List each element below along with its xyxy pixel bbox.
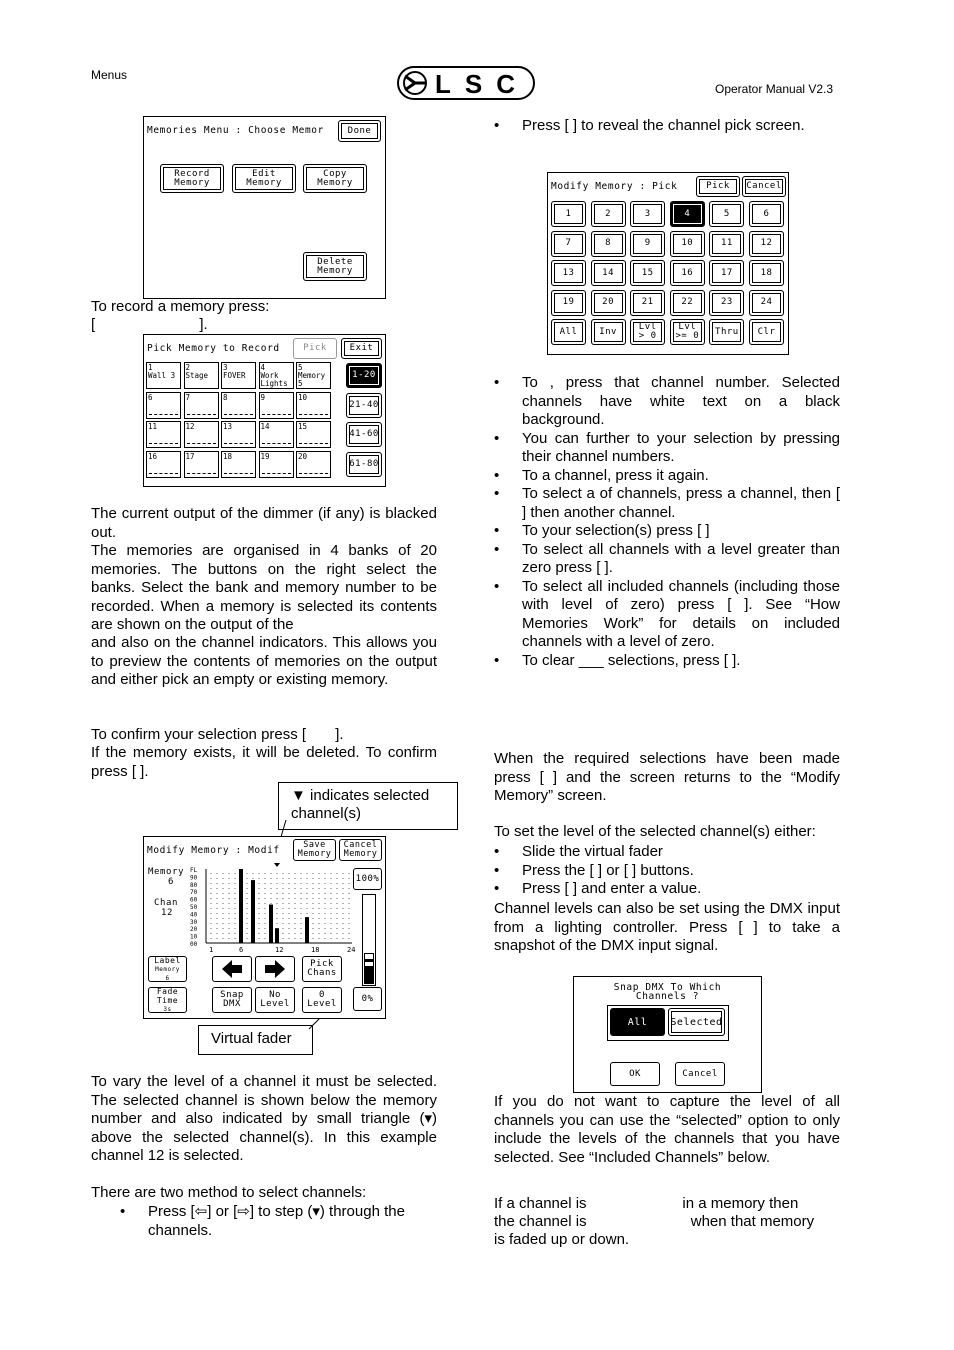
deselect-bullet: • To a channel, press it again. [465,467,840,486]
chan-label: Chan [154,898,179,908]
channel-button-2[interactable]: 2 [591,201,626,227]
channel-button-3[interactable]: 3 [630,201,665,227]
memory-slot-label: FOVER [223,371,246,380]
memory-slot-5[interactable] [296,362,331,389]
memory-slot-number: 1 [148,363,153,372]
label-btn-num: 6 [165,974,170,982]
pick-chans-button[interactable] [302,956,342,982]
bank-button-2[interactable]: 21-40 [346,393,382,418]
screen-title: Pick Memory to Record [147,343,280,354]
reveal-pick-bullet: • Press [ ] to reveal the channel pick screen. [465,117,840,136]
zero-level-text-2: Level [307,999,337,1009]
memory-slot-15[interactable] [296,421,331,448]
channel-bar-6 [239,869,243,943]
bank-button-4[interactable]: 61-80 [346,452,382,477]
pick-screen-bullet [465,117,840,136]
bank-button-3[interactable]: 41-60 [346,422,382,447]
memory-slot-number: 17 [185,451,195,461]
pick-option-5[interactable] [709,319,744,345]
channel-button-7[interactable]: 7 [551,231,586,257]
zero-level-button[interactable] [302,987,342,1013]
snap-text-2: DMX [223,999,241,1009]
all-option-button[interactable]: All [610,1008,665,1036]
memory-slot-11[interactable] [146,421,181,448]
lsc-logo [397,66,535,100]
memory-slot-number: 6 [148,392,153,402]
memory-slot-number: 2 [185,363,191,372]
memory-slot-8[interactable] [221,392,256,419]
arrow-left-icon [220,959,244,979]
no-level-text: No [269,990,281,1000]
blackout-note: The current output of the dimmer (if any) is blacked out. [91,505,437,541]
selections-made-paragraph: When the required selections have been made press [ ] and the screen returns to the “Modify Memory” screen. [494,750,840,804]
zero-level-text: 0 [319,990,325,1000]
memory-slot-4[interactable] [259,362,294,389]
memory-slot-19[interactable] [259,451,294,478]
scale-label: 70 [190,889,198,897]
memory-slot-1[interactable] [146,362,181,389]
empty-slot-dash [187,414,216,415]
channel-button-5[interactable]: 5 [709,201,744,227]
screen-title: Modify Memory : Pick [551,181,678,192]
selected-channel-callout: ▼ indicates selected channel(s) [278,782,458,830]
cancel-label: Cancel [343,840,378,850]
pick-option-label: >= 0 [675,331,700,341]
step-left-button[interactable] [212,956,252,982]
label-memory-button[interactable] [148,956,187,982]
empty-slot-dash [299,473,328,474]
included-line-2: the channel is when that memory [494,1213,815,1230]
x-tick-label: 6 [239,946,244,954]
cancel-button[interactable]: Cancel [675,1062,725,1086]
empty-slot-dash [149,414,178,415]
header-manual-title: Operator Manual V2.3 [715,82,834,96]
virtual-fader[interactable] [362,894,376,986]
memory-slot-number: 4 [260,363,266,372]
channel-button-8[interactable]: 8 [591,231,626,257]
pick-option-3[interactable] [630,319,665,345]
channel-button-6[interactable]: 6 [749,201,784,227]
pick-button[interactable]: Pick [293,338,337,359]
channel-bar-12 [275,928,279,943]
arrow-right-icon [263,959,287,979]
snap-dmx-screen [573,976,762,1093]
memory-slot-12[interactable] [184,421,219,448]
memory-slot-16[interactable] [146,451,181,478]
included-line-3: is faded up or down. [494,1231,630,1248]
cancel-button[interactable]: Cancel [742,176,786,197]
memory-slot-label: Wall 3 [148,371,176,380]
vary-level-paragraph: To vary the level of a channel it must be selected. The selected channel is shown below the memory number and also indicated by small triangle (▾) above the selected channel(s). In this example channel 12 is selected. [91,1073,437,1164]
fade-btn-text: Fade [156,986,179,996]
save-label-2: Memory [297,849,332,859]
memory-slot-7[interactable] [184,392,219,419]
scale-label: 20 [190,926,198,934]
delete-memory-button[interactable] [303,252,367,281]
memory-slot-18[interactable] [221,451,256,478]
two-methods-text: There are two method to select channels: [91,1184,367,1201]
memory-slot-number: 5 [298,363,303,372]
pick-option-label: Lvl [638,322,657,332]
selected-option-paragraph: If you do not want to capture the level of all channels you can use the “selected” option to only include the levels of the channels that you have selected. See “Included Channels” below. [494,1093,840,1166]
logo-text: LSC [435,69,529,99]
screen-title: Memories Menu : Choose Memor [147,125,324,136]
memory-slot-17[interactable] [184,451,219,478]
selection-bullets [465,374,840,670]
chan-number: 12 [161,908,174,918]
record-label: Record [174,168,210,179]
virtual-fader-callout: Virtual fader [198,1025,313,1055]
pick-option-label: Clr [757,326,776,337]
channel-button-14[interactable]: 14 [591,260,626,286]
memory-slot-label: Stage [185,371,209,380]
copy-label-2: Memory [317,177,353,188]
empty-slot-dash [299,414,328,415]
empty-slot-dash [262,443,291,444]
copy-label: Copy [323,168,347,179]
empty-slot-dash [262,414,291,415]
channel-button-11[interactable]: 11 [709,231,744,257]
memory-slot-number: 8 [223,392,228,402]
delete-warning: If the memory exists, it will be deleted. To confirm press [ ]. [91,744,437,780]
level-0-button[interactable]: 0% [353,987,382,1011]
memory-slot-number: 7 [185,392,191,402]
memory-slot-label: Memory 5 [298,371,326,388]
banks-paragraph [91,542,437,635]
empty-slot-dash [149,443,178,444]
edit-label: Edit [252,168,276,179]
memory-slot-number: 12 [185,422,195,431]
channel-button-19[interactable]: 19 [551,290,586,316]
confirm-instruction: To confirm your selection press [ ]. [91,726,344,743]
channel-button-16[interactable]: 16 [670,260,705,286]
memory-slot-number: 20 [298,451,308,461]
memory-slot-number: 11 [148,422,158,431]
clear-bullet: • To clear ___ selections, press [ ]. [465,652,840,671]
dmx-paragraph: Channel levels can also be set using the DMX input from a lighting controller. Press [ ] to take a snapshot of the DMX input signal. [494,900,840,954]
memory-slot-number: 14 [260,422,270,431]
pick-option-label: Lvl [678,322,697,332]
save-label: Save [303,840,326,850]
logo-fan-icon [401,70,429,96]
selected-option-button[interactable]: Selected [668,1008,725,1036]
pick-option-6[interactable] [749,319,784,345]
x-tick-label: 18 [311,946,320,954]
ok-button[interactable]: OK [610,1062,660,1086]
channel-level-chart [188,861,356,957]
selected-channel-triangle [274,863,280,867]
channel-button-22[interactable]: 22 [670,290,705,316]
channel-button-18[interactable]: 18 [749,260,784,286]
level-bullet: • To select all channels with a level greater than zero press [ ]. [465,541,840,578]
value-bullet: • Press [ ] and enter a value. [465,880,840,899]
pick-option-label: All [559,326,578,337]
memory-slot-number: 3 [223,363,228,372]
header-section: Menus [91,68,128,82]
delete-label: Delete [317,256,353,267]
channel-bar-11 [269,905,273,943]
no-level-text-2: Level [260,999,290,1009]
exit-button[interactable]: Exit [341,338,382,359]
range-bullet: • To select a of channels, press a channel, then [ ] then another channel. [465,485,840,522]
set-level-bullets [465,843,840,899]
step-right-button[interactable] [255,956,295,982]
memory-number: 6 [168,877,175,887]
no-level-button[interactable] [255,987,295,1013]
scale-label: 00 [190,941,198,948]
pick-option-label: Thru [715,326,739,337]
label-btn-text: Label [154,955,181,965]
channel-button-23[interactable]: 23 [709,290,744,316]
snap-text: Snap [220,990,244,1000]
x-tick-label: 1 [209,946,214,954]
channel-button-21[interactable]: 21 [630,290,665,316]
buttons-bullet: • Press the [ ] or [ ] buttons. [465,862,840,881]
cancel-label-2: Memory [343,849,378,859]
memory-slot-10[interactable] [296,392,331,419]
memory-slot-2[interactable] [184,362,219,389]
empty-slot-dash [187,443,216,444]
scale-label: 50 [190,904,198,911]
snap-title-2: Channels ? [635,991,700,1002]
empty-slot-dash [224,443,253,444]
pick-button[interactable]: Pick [696,176,740,197]
banks-paragraph-2: and also on the channel indicators. This allows you to preview the contents of memories on the output and either pick an empty or existing memory. [91,634,437,688]
bank-button-1[interactable]: 1-20 [346,363,382,388]
channel-bar-8 [251,880,255,943]
empty-slot-dash [224,473,253,474]
memory-slot-number: 19 [260,451,270,461]
channel-button-9[interactable]: 9 [630,231,665,257]
x-tick-label: 24 [347,946,356,954]
scale-label: 40 [190,911,198,919]
add-bullet: • You can further to your selection by pressing their channel numbers. [465,430,840,467]
edit-label-2: Memory [246,177,282,188]
label-btn-sub: Memory [155,965,180,973]
screen-title: Modify Memory : Modif [147,845,280,856]
empty-slot-dash [149,473,178,474]
snap-dmx-button[interactable] [212,987,252,1013]
memory-slot-number: 18 [223,451,233,461]
channel-button-10[interactable]: 10 [670,231,705,257]
invert-bullet: • To your selection(s) press [ ] [465,522,840,541]
empty-slot-dash [187,473,216,474]
memory-slot-9[interactable] [259,392,294,419]
channel-button-1[interactable]: 1 [551,201,586,227]
record-memory-button[interactable] [160,164,224,193]
fade-btn-text-2: Time [156,995,179,1005]
pick-memory-screen [143,334,386,487]
modify-memory-screen [143,836,386,1019]
memory-slot-6[interactable] [146,392,181,419]
copy-memory-button[interactable] [303,164,367,193]
pick-option-1[interactable] [551,319,586,345]
channel-button-15[interactable]: 15 [630,260,665,286]
memories-menu-screen [143,116,386,299]
scale-label: 90 [190,874,198,882]
pick-option-2[interactable] [591,319,626,345]
cancel-memory-button[interactable] [339,839,382,861]
step-bullets [91,1203,437,1240]
memory-slot-number: 13 [223,422,233,431]
memory-slot-13[interactable] [221,421,256,448]
scale-label: 10 [190,933,198,941]
level-100-button[interactable]: 100% [353,868,382,890]
scale-label: FL [190,867,198,874]
select-bullet: • To , press that channel number. Selected channels have white text on a black background. [465,374,840,430]
fader-fill [364,967,374,984]
edit-memory-button[interactable] [232,164,296,193]
scale-label: 60 [190,896,198,904]
memory-slot-14[interactable] [259,421,294,448]
memory-slot-number: 16 [148,451,158,461]
channel-button-17[interactable]: 17 [709,260,744,286]
step-bullet: • Press [⇦] or [⇨] to step (▾) through the channels. [91,1203,437,1240]
fade-time-button[interactable] [148,987,187,1013]
x-tick-label: 12 [275,946,284,954]
memory-label: Memory [148,867,185,877]
pick-chans-text-2: Chans [307,968,337,978]
record-label-2: Memory [174,177,210,188]
memory-slot-number: 15 [298,422,308,431]
pick-option-label: Inv [599,326,617,337]
pick-option-4[interactable] [670,319,705,345]
banks-text: The memories are organised in 4 banks of 20 memories. The buttons on the right select the banks. Select the bank and memory number to be recorded. When a memory is selected its contents are shown on the output of the [91,542,437,633]
empty-slot-dash [262,473,291,474]
fader-bullet: • Slide the virtual fader [465,843,840,862]
fade-btn-value: 3s [163,1005,172,1013]
included-line-1: If a channel is in a memory then [494,1195,799,1212]
memory-slot-number: 9 [260,392,266,402]
save-memory-button[interactable] [293,839,336,861]
memory-slot-number: 10 [298,392,308,402]
record-keys: [ ]. [91,316,208,333]
snap-title: Snap DMX To Which [613,982,722,993]
done-button[interactable]: Done [338,120,381,142]
delete-label-2: Memory [317,265,353,276]
memory-slot-label: Work Lights [260,371,288,388]
empty-slot-dash [299,443,328,444]
memory-slot-20[interactable] [296,451,331,478]
memory-slot-3[interactable] [221,362,256,389]
channel-bar-17 [305,917,309,943]
empty-slot-dash [224,414,253,415]
record-instruction: To record a memory press: [91,298,270,315]
pick-option-label: > 0 [638,331,657,341]
scale-label: 30 [190,918,198,926]
channel-button-20[interactable]: 20 [591,290,626,316]
scale-label: 80 [190,881,198,889]
included-bullet: • To select all included channels (including those with level of zero) press [ ]. See “How Memories Work” for details on included channels with a level of zero. [465,578,840,652]
channel-button-12[interactable]: 12 [749,231,784,257]
channel-pick-screen [547,172,789,355]
fader-knob[interactable] [364,953,374,967]
pick-chans-text: Pick [310,959,334,969]
set-level-text: To set the level of the selected channel(s) either: [494,823,816,840]
channel-button-24[interactable]: 24 [749,290,784,316]
channel-button-13[interactable]: 13 [551,260,586,286]
channel-button-4[interactable]: 4 [670,201,705,227]
